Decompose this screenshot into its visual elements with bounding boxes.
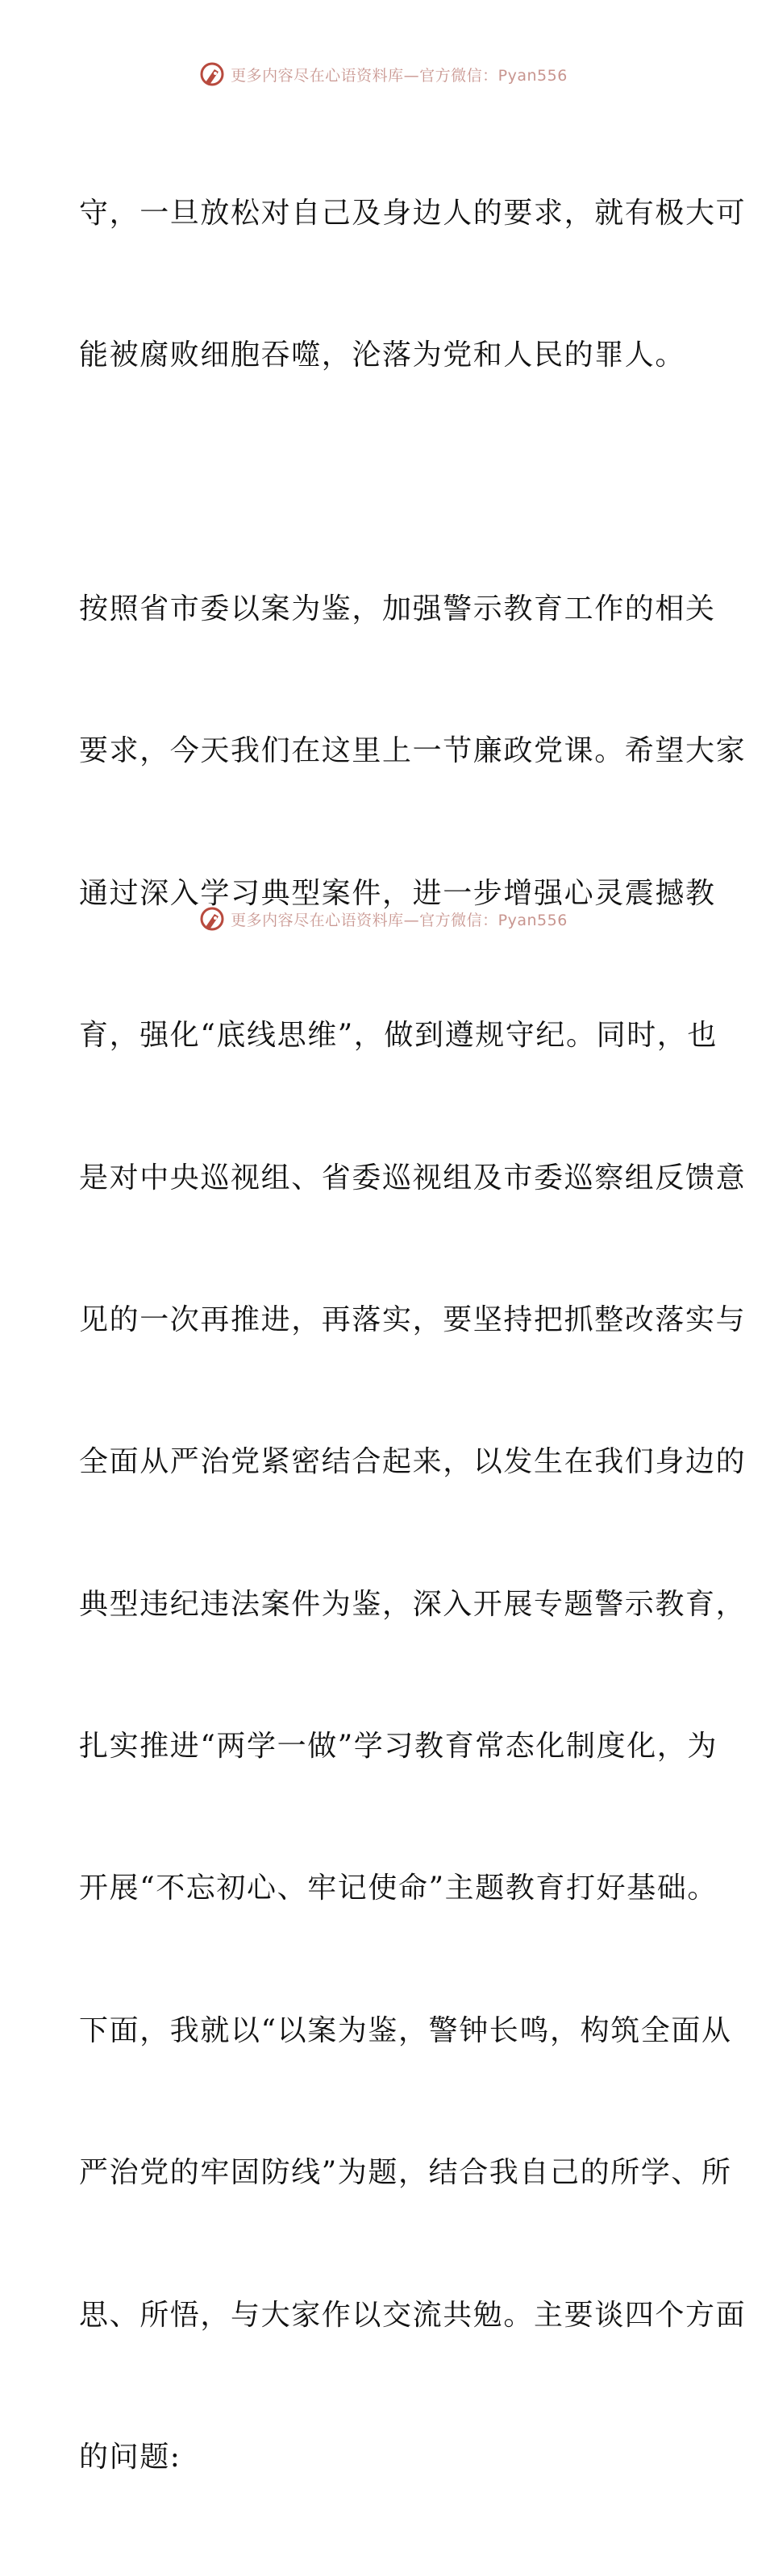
text-line: 守，一旦放松对自己及身边人的要求，就有极大可 xyxy=(79,196,747,230)
pen-nib-logo-icon xyxy=(198,60,226,88)
text-line: 能被腐败细胞吞噬，沦落为党和人民的罪人。 xyxy=(79,338,686,372)
footer-watermark xyxy=(0,903,766,935)
header-watermark xyxy=(0,58,766,90)
paragraph xyxy=(79,95,747,474)
text-line: 扎实推进“两学一做”学习教育常态化制度化，为 xyxy=(79,1730,718,1764)
text-line: 通过深入学习典型案件，进一步增强心灵震撼教 xyxy=(79,876,716,910)
text-line: 育，强化“底线思维”，做到遵规守纪。同时，也 xyxy=(79,1019,718,1053)
text-line: 的问题: xyxy=(79,2441,181,2474)
text-line: 下面，我就以“以案为鉴，警钟长鸣，构筑全面从 xyxy=(79,2013,732,2047)
text-line: 开展“不忘初心、牢记使命”主题教育打好基础。 xyxy=(79,1872,718,1905)
watermark-text: 更多内容尽在心语资料库—官方微信：Pyan556 xyxy=(231,911,568,929)
text-line: 按照省市委以案为鉴，加强警示教育工作的相关 xyxy=(79,592,716,625)
pen-nib-logo-icon xyxy=(198,905,226,933)
paragraph xyxy=(79,491,747,2576)
watermark-text: 更多内容尽在心语资料库—官方微信：Pyan556 xyxy=(231,66,568,85)
text-line: 要求，今天我们在这里上一节廉政党课。希望大家 xyxy=(79,734,747,768)
text-line: 是对中央巡视组、省委巡视组及市委巡察组反馈意 xyxy=(79,1161,747,1195)
text-line: 思、所悟，与大家作以交流共勉。主要谈四个方面 xyxy=(79,2298,747,2332)
document-body xyxy=(79,95,747,2576)
text-line: 严治党的牢固防线”为题，结合我自己的所学、所 xyxy=(79,2156,732,2190)
text-line: 全面从严治党紧密结合起来，以发生在我们身边的 xyxy=(79,1445,747,1479)
text-line: 典型违纪违法案件为鉴，深入开展专题警示教育， xyxy=(79,1587,747,1621)
text-line: 见的一次再推进，再落实，要坚持把抓整改落实与 xyxy=(79,1303,747,1336)
